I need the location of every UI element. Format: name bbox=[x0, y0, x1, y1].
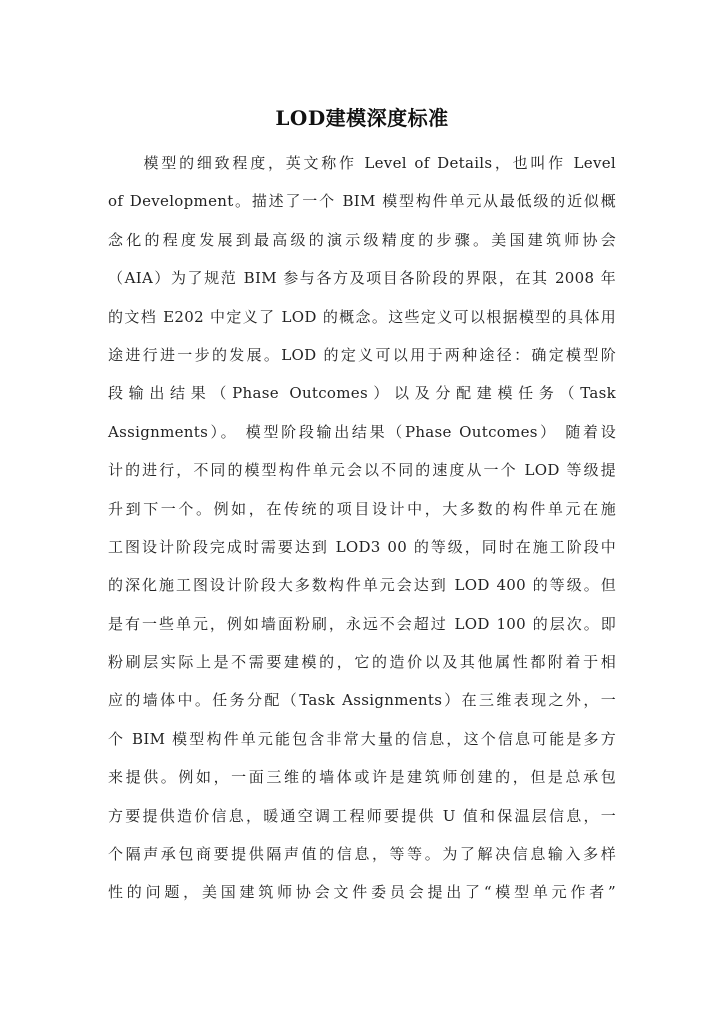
text-line: 段输出结果（Phase Outcomes）以及分配建模任务（Task bbox=[108, 384, 616, 403]
text-line: 计的进行，不同的模型构件单元会以不同的速度从一个 LOD 等级提 bbox=[108, 461, 616, 480]
document-title: LOD建模深度标准 bbox=[275, 106, 449, 130]
text-line: 个 BIM 模型构件单元能包含非常大量的信息，这个信息可能是多方 bbox=[108, 729, 616, 748]
text-line: 是有一些单元，例如墙面粉刷，永远不会超过 LOD 100 的层次。即 bbox=[108, 614, 616, 633]
text-line: 的深化施工图设计阶段大多数构件单元会达到 LOD 400 的等级。但 bbox=[108, 576, 616, 595]
text-line: of Development。描述了一个 BIM 模型构件单元从最低级的近似概 bbox=[108, 192, 616, 211]
text-line: 模型的细致程度，英文称作 Level of Details，也叫作 Level bbox=[108, 154, 616, 172]
text-line: 的文档 E202 中定义了 LOD 的概念。这些定义可以根据模型的具体用 bbox=[108, 307, 616, 326]
text-line: 来提供。例如，一面三维的墙体或许是建筑师创建的，但是总承包 bbox=[108, 768, 616, 787]
text-line: 工图设计阶段完成时需要达到 LOD3 00 的等级，同时在施工阶段中 bbox=[108, 537, 616, 556]
text-line: （AIA）为了规范 BIM 参与各方及项目各阶段的界限，在其 2008 年 bbox=[108, 269, 616, 288]
body-paragraph bbox=[108, 144, 616, 912]
text-line: 性的问题，美国建筑师协会文件委员会提出了“模型单元作者” bbox=[108, 883, 616, 902]
text-line: 应的墙体中。任务分配（Task Assignments）在三维表现之外，一 bbox=[108, 691, 616, 710]
text-line: 途进行进一步的发展。LOD 的定义可以用于两种途径：确定模型阶 bbox=[108, 345, 616, 364]
text-line: Assignments）。 模型阶段输出结果（Phase Outcomes） 随着设 bbox=[108, 422, 616, 441]
text-line: 念化的程度发展到最高级的演示级精度的步骤。美国建筑师协会 bbox=[108, 230, 616, 249]
text-line: 粉刷层实际上是不需要建模的，它的造价以及其他属性都附着于相 bbox=[108, 653, 616, 672]
text-line: 升到下一个。例如，在传统的项目设计中，大多数的构件单元在施 bbox=[108, 499, 616, 518]
text-line: 个隔声承包商要提供隔声值的信息，等等。为了解决信息输入多样 bbox=[108, 845, 616, 864]
text-line: 方要提供造价信息，暖通空调工程师要提供 U 值和保温层信息，一 bbox=[108, 806, 616, 825]
